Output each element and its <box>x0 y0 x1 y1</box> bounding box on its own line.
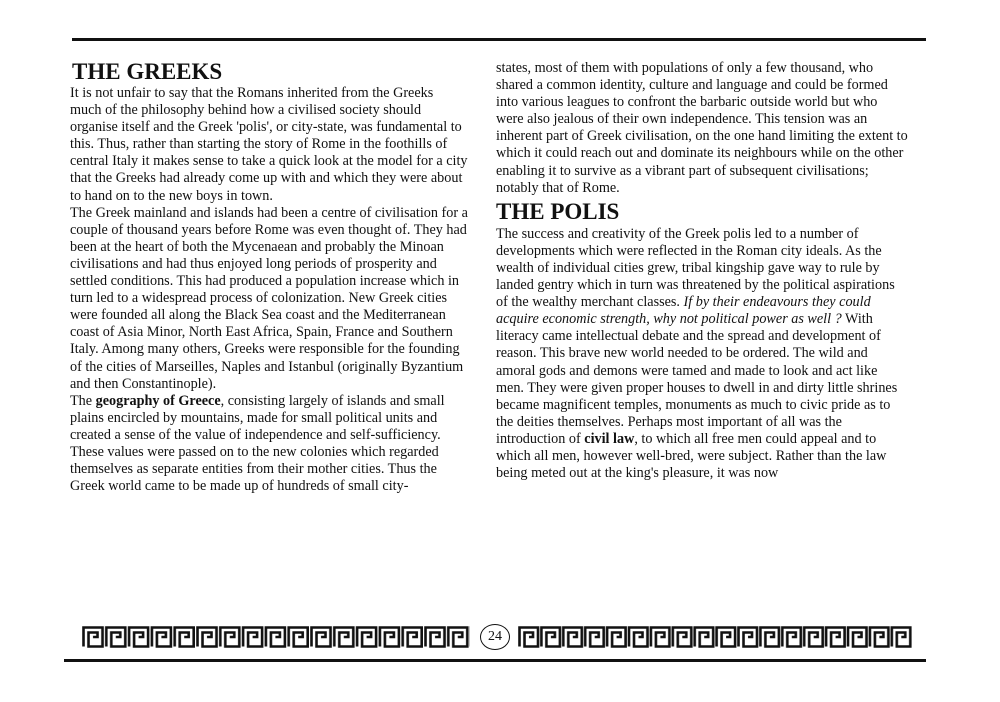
page-number: 24 <box>480 624 510 650</box>
italic-question: If by their endeavours they could acquire economic strength, why not political power as well ? <box>496 294 871 328</box>
greek-key-meander-icon <box>518 626 912 648</box>
footer-border <box>82 624 912 650</box>
section-heading-greeks: THE GREEKS <box>72 59 223 84</box>
text-run: , consisting largely of islands and small plains encircled by mountains, made for small political units and created a sense of the value of independence and self-sufficiency. These values were passed on to the new colonies which regarded themselves as separate entities from their mother cities. Thus the Greek world came to be made up of hundreds of small city- <box>70 392 445 495</box>
paragraph: states, most of them with populations of only a few thousand, who shared a common identity, culture and language and could be formed into various leagues to confront the barbaric outside world but who were also jealous of their own independence. This tension was an inherent part of Greek civilisation, on the one hand limiting the extent to which it could reach out and dominate its neighbours while on the other enabling it to survive as a vibrant part of subsequent civilisations; notably that of Rome. <box>496 60 908 196</box>
text-run: The success and creativity of the Greek polis led to a number of developments which were reflected in the Roman city ideals. As the wealth of individual cities grew, tribal kingship gave way to rule by landed gentry which in turn was threatened by the political aspirations of the wealthy merchant classes. <box>496 225 895 311</box>
paragraph <box>64 393 468 496</box>
section-heading-polis: THE POLIS <box>496 198 620 224</box>
top-rule <box>72 38 926 41</box>
bold-term: geography of Greece <box>95 392 221 409</box>
paragraph: The Greek mainland and islands had been a centre of civilisation for a couple of thousand years before Rome was even thought of. They had been at the heart of both the Mycenaean and probably the Minoan civilisations and had thus enjoyed long periods of prosperity and settled conditions. This had produced a population increase which in turn led to a widespread process of colonization. New Greek cities were founded all along the Black Sea coast and the Mediterranean coast of Asia Minor, North East Africa, Spain, France and Southern Italy. Among many others, Greeks were responsible for the founding of the cities of Marseilles, Naples and Istanbul (originally Byzantium and then Constantinople). <box>70 204 468 392</box>
right-column <box>496 60 908 482</box>
bottom-rule <box>64 659 926 662</box>
bold-term: civil law <box>584 430 635 447</box>
text-run: With literacy came intellectual debate and the spread and development of reason. This brave new world needed to be ordered. The wild and amoral gods and demons were tamed and made to look and act like men. They were given proper houses to dwell in and dirty little shrines became magnificent temples, monuments as much to civic pride as to the deities themselves. Perhaps most important of all was the introduction of <box>496 311 898 447</box>
text-run: , to which all free men could appeal and to which all men, however well-bred, were subject. Rather than the law being meted out at the king's pleasure, it was now <box>496 430 887 482</box>
text-run: The <box>70 392 96 409</box>
paragraph <box>496 226 908 482</box>
greek-key-meander-icon <box>82 626 470 648</box>
paragraph: It is not unfair to say that the Romans inherited from the Greeks much of the philosophy behind how a civilised society should organise itself and the Greek 'polis', or city-state, was fundamental to this. Thus, rather than starting the story of Rome in the foothills of central Italy it makes sense to take a quick look at the model for a city that the Greeks had already come up with and which they were about to hand on to the new boys in town. <box>70 85 468 204</box>
left-column <box>64 58 468 495</box>
